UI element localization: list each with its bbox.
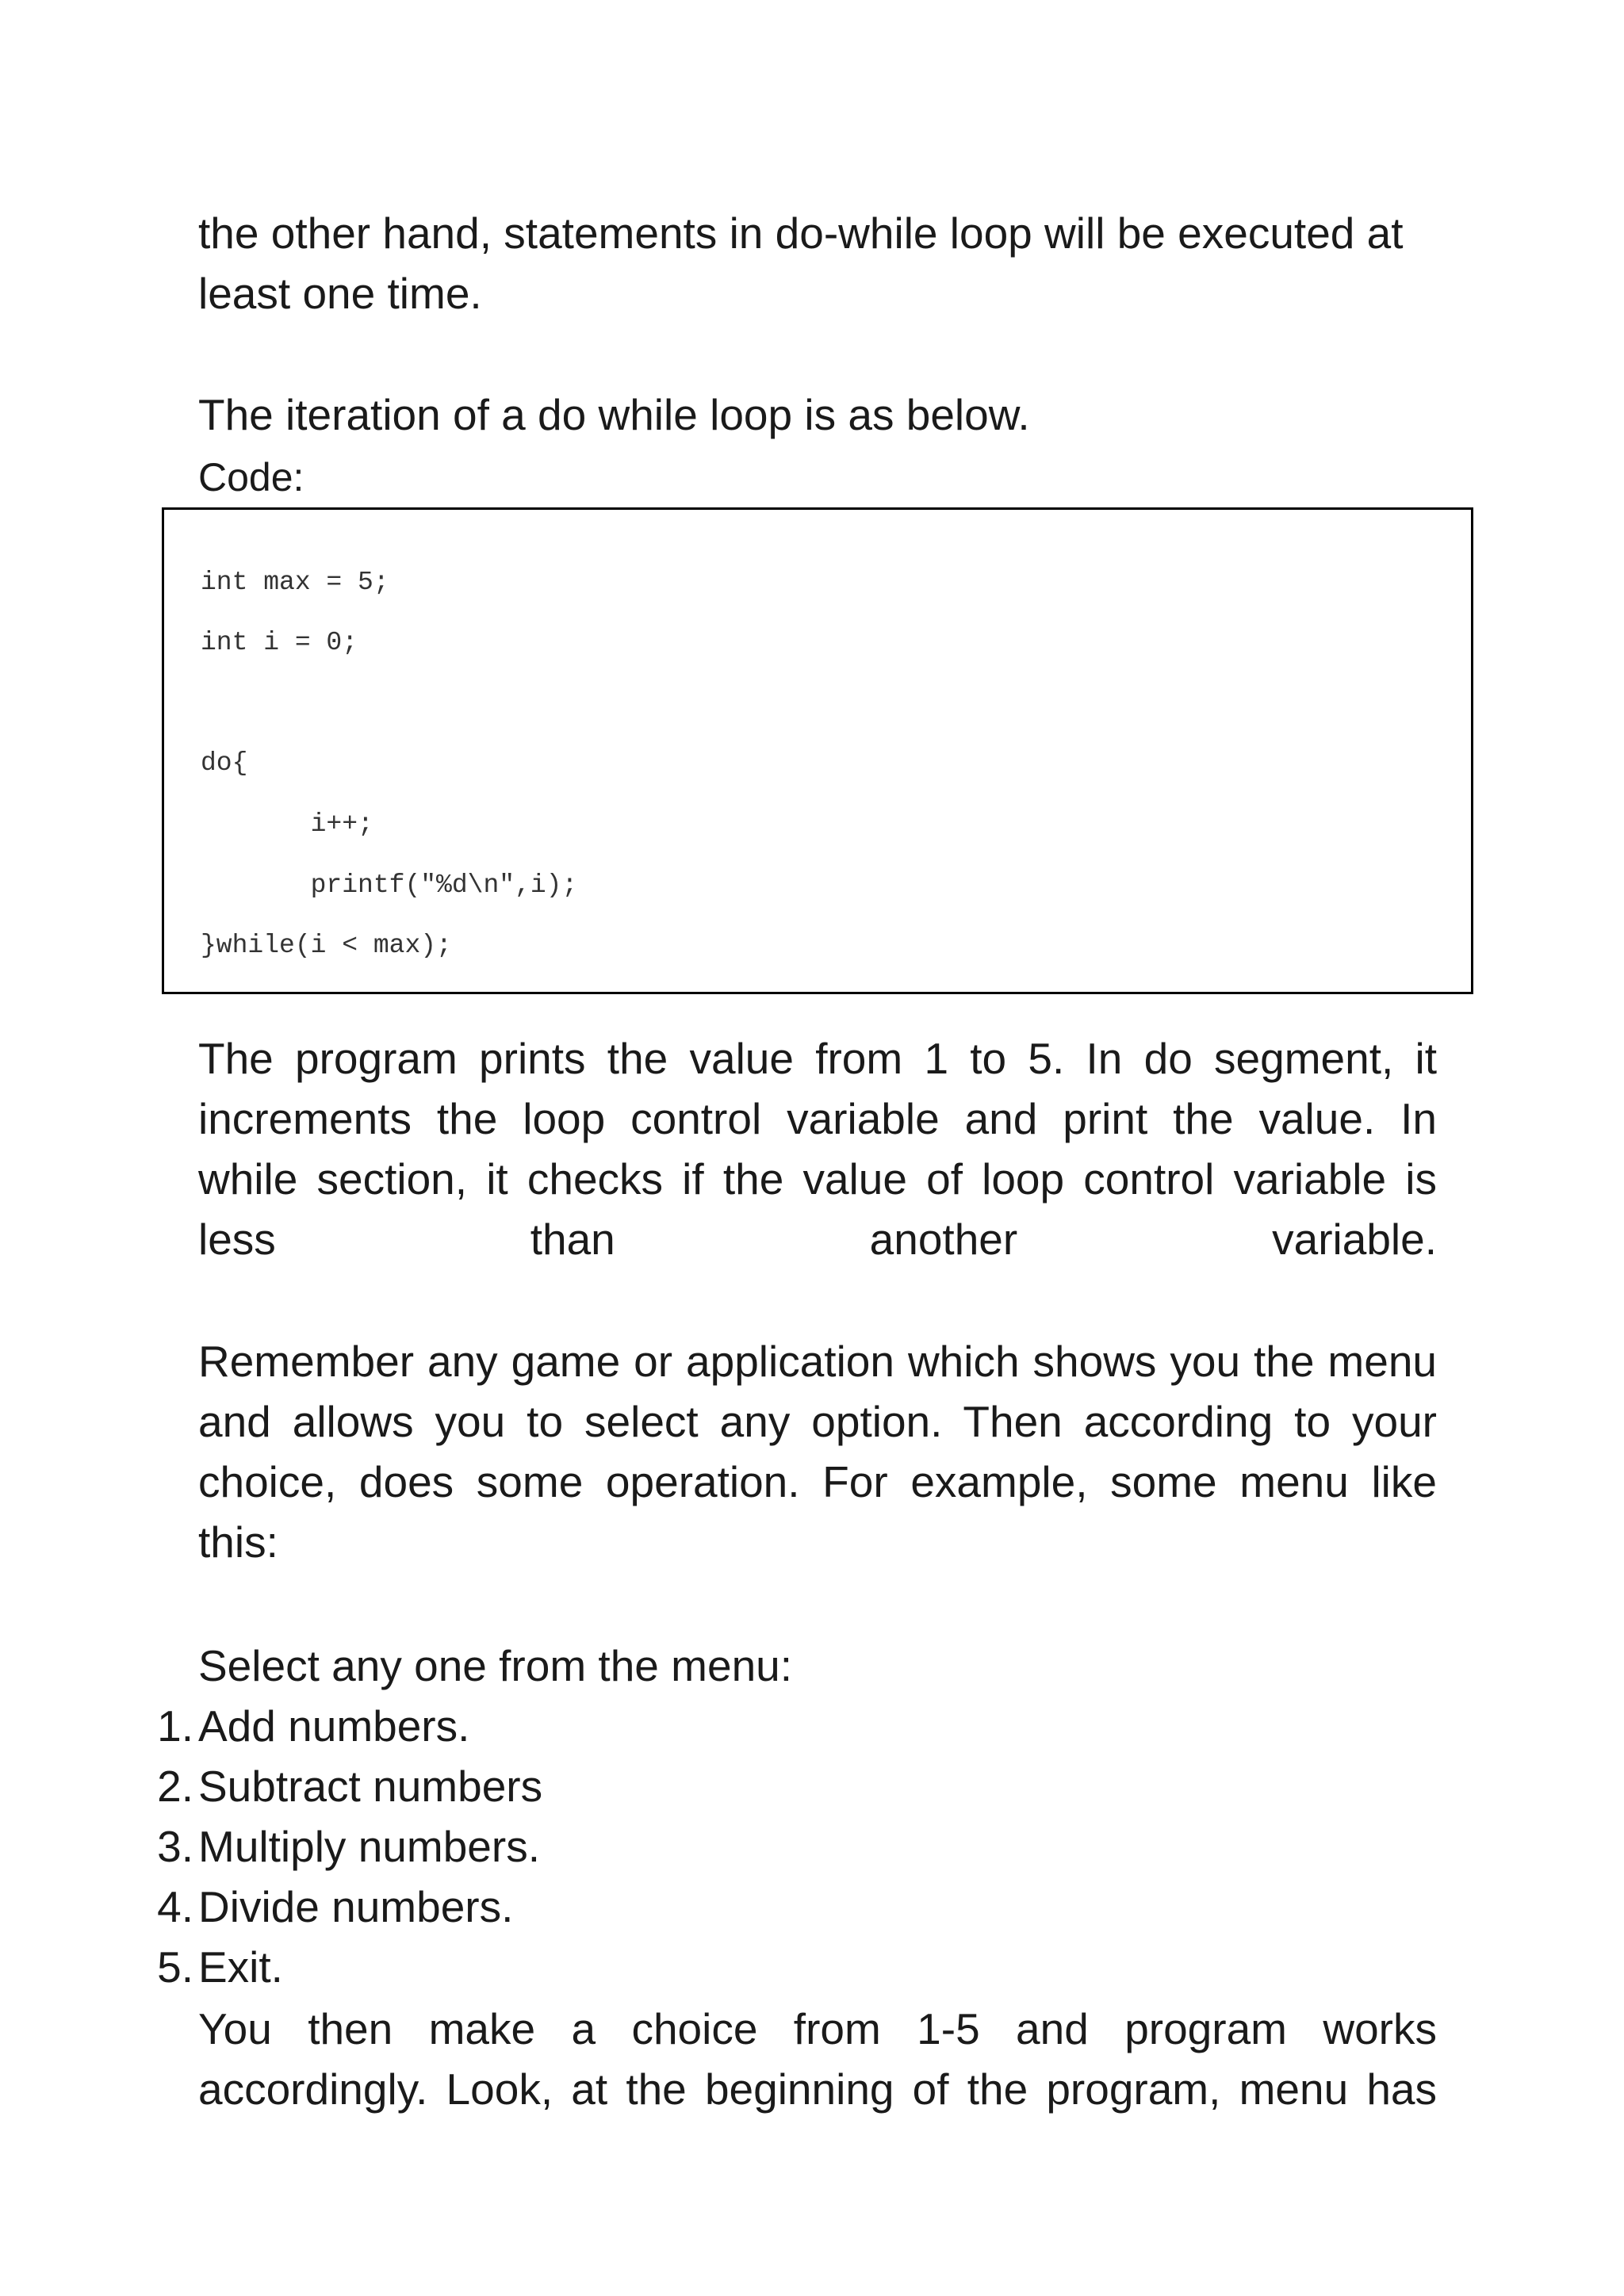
list-number: 5. [157,1942,193,1992]
menu-intro-line: Remember any game or application which shows you the menu [198,1337,1437,1386]
explanation-line: less than another variable. [198,1215,1437,1264]
explanation-line: while section, it checks if the value of loop control variable is [198,1154,1437,1203]
code-line: int i = 0; [201,628,358,657]
code-line: do{ [201,748,248,778]
list-label: Divide numbers. [198,1882,514,1931]
code-line: }while(i < max); [201,931,452,960]
explanation-line: The program prints the value from 1 to 5. In do segment, it [198,1034,1437,1083]
list-item [143,1756,542,1816]
explanation-paragraph [198,1028,1437,1269]
code-line: printf("%d\n",i); [201,871,578,900]
list-number: 4. [157,1882,193,1931]
intro-paragraph [198,203,1437,323]
menu-list [143,1696,542,1997]
closing-line: You then make a choice from 1-5 and program works [198,2004,1437,2053]
list-label: Subtract numbers [198,1762,543,1811]
code-block [162,507,1473,994]
list-item [143,1696,542,1756]
list-label: Add numbers. [198,1701,470,1751]
iteration-sentence: The iteration of a do while loop is as below. [198,390,1030,439]
menu-prompt: Select any one from the menu: [198,1641,793,1690]
list-item [143,1877,542,1937]
intro-line: the other hand, statements in do-while loop will be executed at [198,209,1404,258]
list-number: 1. [157,1701,193,1751]
list-number: 2. [157,1762,193,1811]
menu-intro-line: this: [198,1517,278,1567]
list-label: Multiply numbers. [198,1822,540,1871]
list-number: 3. [157,1822,193,1871]
intro-line: least one time. [198,269,482,318]
menu-intro-line: choice, does some operation. For example, some menu like [198,1457,1437,1506]
menu-intro-line: and allows you to select any option. Then according to your [198,1397,1437,1446]
explanation-line: increments the loop control variable and print the value. In [198,1094,1437,1143]
list-item [143,1937,542,1997]
code-line: i++; [201,809,373,839]
code-label: Code: [198,455,304,499]
closing-paragraph [198,1999,1437,2119]
code-line: int max = 5; [201,568,389,597]
closing-line: accordingly. Look, at the beginning of the program, menu has [198,2064,1437,2114]
menu-intro-paragraph [198,1331,1437,1572]
list-label: Exit. [198,1942,283,1992]
list-item [143,1816,542,1877]
